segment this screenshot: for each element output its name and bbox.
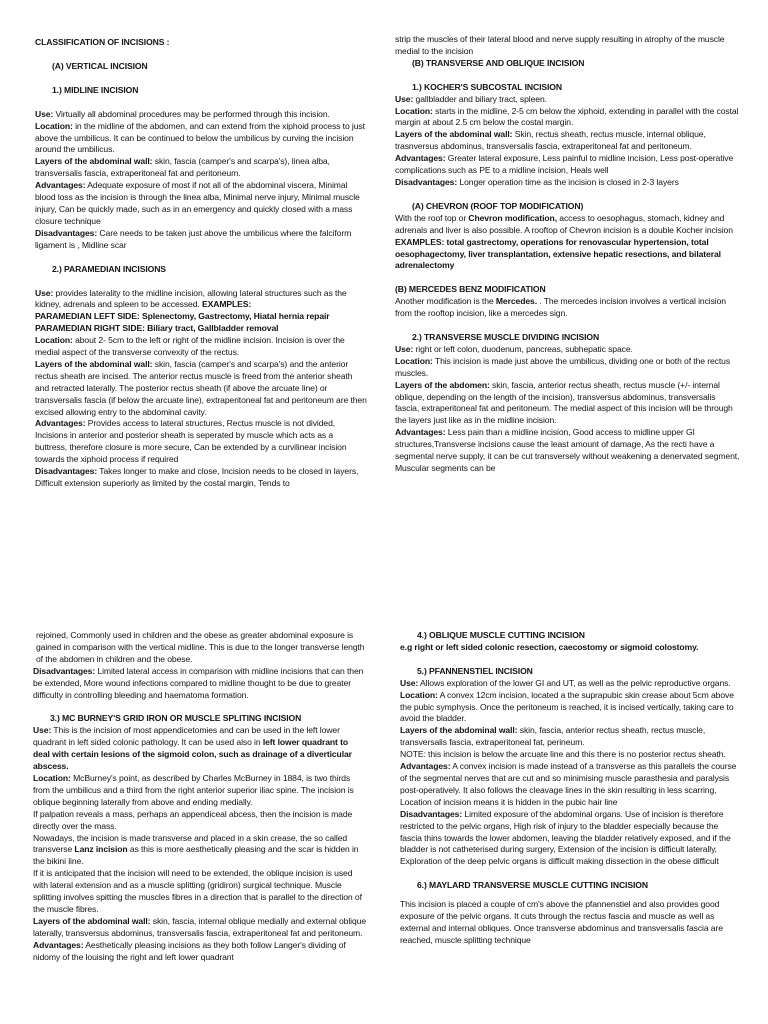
paramedian-layers: Layers of the abdominal wall: skin, fascia (camper's and scarpa's) and the anterior rectus sheath are incised. The anterior rectus muscle is freed from the anterior sheath and retracted laterally. The posterior rectus sheath (if above the arcuate line) or transversalis fascia (if below the arcuate line), extraperitoneal fat and peritoneum are then excised allowing entry to the abdominal cavity. bbox=[35, 358, 367, 417]
kocher-advantages: Advantages: Greater lateral exposure, Less painful to midline incision, Less post-operative complications such as PE to a midline incision, Heals well bbox=[395, 153, 734, 176]
section-heading-transverse: (B) TRANSVERSE AND OBLIQUE INCISION bbox=[412, 57, 585, 68]
pfannenstiel-disadvantages: Disadvantages: Limited exposure of the abdominal organs. Use of incision is therefore restricted to the pelvic organs, High risk of injury to the bladder especially because the fascia thins towards the lower abdomen, leaving the bladder relatively exposed, and if the bladder is not catheterised during surgery, Extension of the incision is difficult laterally, Exploration of the deep pelvic organs is difficult making dissection in the obese difficult bbox=[400, 808, 731, 867]
mcburney-palpation: If palpation reveals a mass, perhaps an appendiceal abcess, then the incision is made directly over the mass. bbox=[33, 808, 353, 831]
transverse-dividing-layers: Layers of the abdomen: skin, fascia, anterior rectus sheath, rectus muscle (+/- internal oblique, depending on the length of the incision), transversus abdominus, transversalis fascia, extraperitoneal fat and peritoneum. The medial aspect of this incision will be through the layers just like as in the midline incision. bbox=[395, 379, 733, 426]
kocher-location: Location: starts in the midline, 2-5 cm below the xiphoid, extending in parallel with the costal margin at about 2.5 cm below the costal margin. bbox=[395, 105, 739, 128]
kocher-heading: 1.) KOCHER'S SUBCOSTAL INCISION bbox=[412, 81, 562, 92]
oblique-heading: 4.) OBLIQUE MUSCLE CUTTING INCISION bbox=[417, 630, 585, 640]
mcburney-extension: If it is anticipated that the incision will need to be extended, the oblique incision is used with lateral extension and as a muscle splitting (gridiron) surgical technique. Muscle splitting involves spitting the muscles fibres in a direction that is parallel to the direction of the muscle fibres. bbox=[33, 868, 362, 914]
pfannenstiel-location: Location: A convex 12cm incision, located a the suprapubic skin crease about 5cm above the pubic symphysis. Once the peritoneum is reached, it is incised vertically, taking care to avoid the bladder. bbox=[400, 689, 734, 724]
mcburney-layers: Layers of the abdominal wall: skin, fascia, internal oblique medially and external oblique laterally, transversus abdominus, transversalis fascia, extraperitoneal fat and peritoneum. bbox=[33, 915, 367, 938]
chevron-text: With the roof top or Chevron modification, access to oesophagus, stomach, kidney and adrenals and liver is also possible. A rooftop of Chevron incision is a double Kocher incision bbox=[395, 212, 733, 235]
midline-use: Use: Virtually all abdominal procedures may be performed through this incision. bbox=[35, 108, 330, 119]
transverse-dividing-disadvantages: Disadvantages: Limited lateral access in comparison with midline incisions that can then be extended, More wound infections compared to midline thought to be due to greater difficulty in controlling bleeding and haematoma formation. bbox=[33, 665, 364, 700]
oblique-text: e.g right or left sided colonic resection, caecostomy or sigmoid colostomy. bbox=[400, 641, 699, 652]
pfannenstiel-heading: 5.) PFANNENSTIEL INCISION bbox=[417, 665, 533, 676]
pfannenstiel-advantages: Advantages: A convex incision is made instead of a transverse as this parallels the course of the segmental nerves that are cut and so minimising muscle parasthesia and paralysis post-operatively. It also follows the cleavage lines in the skin resulting in less scarring, Location of incision means it is hidden in the pubic hair line bbox=[400, 761, 737, 807]
document-title: CLASSIFICATION OF INCISIONS : bbox=[35, 37, 170, 47]
page-top-left-column bbox=[35, 37, 367, 559]
page-top-right-column bbox=[395, 34, 740, 556]
page-bottom-right-column bbox=[400, 630, 740, 1024]
pfannenstiel-layers: Layers of the abdominal wall: skin, fascia, anterior rectus sheath, rectus muscle, transversalis fascia, extraperitoneal fat, perineum. bbox=[400, 725, 706, 748]
midline-layers: Layers of the abdominal wall: skin, fascia (camper's and scarpa's), linea alba, transversalis fascia, extraperitoneal fat and peritoneum. bbox=[35, 156, 330, 179]
paramedian-heading: 2.) PARAMEDIAN INCISIONS bbox=[52, 263, 166, 274]
paramedian-left-side: PARAMEDIAN LEFT SIDE: Splenectomy, Gastrectomy, Hiatal hernia repair bbox=[35, 311, 330, 322]
transverse-dividing-location: Location: This incision is made just above the umbilicus, dividing one or both of the rectus muscles. bbox=[395, 355, 731, 378]
kocher-layers: Layers of the abdominal wall: Skin, rectus sheath, rectus muscle, internal oblique, trasnversus abdominus, transversalis fascia, extraperitoneal fat and peritoneum. bbox=[395, 129, 706, 152]
mcburney-use: Use: This is the incision of most appendicetomies and can be used in the left lower quadrant in left sided colonic pathology. It can be used also in left lower quadrant to deal with certain lesions of the sigmoid colon, such as drainage of a diverticular abscess. bbox=[33, 725, 352, 772]
midline-location: Location: in the midline of the abdomen, and can extend from the xiphoid process to just above the umbilicus. It can be continued to below the umbilicus by curving the incision around the umbilicus. bbox=[35, 120, 365, 155]
section-heading-vertical: (A) VERTICAL INCISION bbox=[52, 60, 148, 71]
page-bottom-left-column bbox=[33, 630, 367, 1024]
mcburney-advantages: Advantages: Aesthetically pleasing incisions as they both follow Langer's dividing of nidomy of the louising the right and left lower quadrant bbox=[33, 939, 346, 962]
midline-disadvantages: Disadvantages: Care needs to be taken just above the umbilicus where the falciform ligament is , Midline scar bbox=[35, 227, 352, 250]
paramedian-disadvantages: Disadvantages: Takes longer to make and close, Incision needs to be closed in layers, Difficult extension superiorly as limited by the costal margin, Tends to bbox=[35, 466, 359, 488]
transverse-dividing-advantages: Advantages: Less pain than a midline incision, Good access to midline upper GI structures,Transverse incisions cause the least amount of damage, As the recti have a segmental nerve supply, it can be cut transversely without weakening a denervated segment, Muscular segments can be bbox=[395, 427, 740, 473]
transverse-dividing-use: Use: right or left colon, duodenum, pancreas, subhepatic space. bbox=[395, 343, 633, 354]
continued-text: strip the muscles of their lateral blood and nerve supply resulting in atrophy of the muscle medial to the incision bbox=[395, 34, 725, 56]
chevron-heading: (A) CHEVRON (ROOF TOP MODIFICATION) bbox=[412, 200, 584, 211]
mercedes-text: Another modification is the Mercedes. . The mercedes incision involves a vertical incision from the rooftop incision, like a mercedes sign. bbox=[395, 296, 726, 319]
paramedian-advantages: Advantages: Provides access to lateral structures, Rectus muscle is not divided, Incisions in anterior and posterior sheath is seperated by muscle which acts as a buttress, therefore closure is more secure, Can be extended by a curvilinear incision towards the xiphoid process if required bbox=[35, 418, 347, 465]
mercedes-heading: (B) MERCEDES BENZ MODIFICATION bbox=[395, 284, 546, 295]
paramedian-location: Location: about 2- 5cm to the left or right of the midline incision. Incision is over the medial aspect of the transverse convexity of the rectus. bbox=[35, 335, 345, 358]
transverse-dividing-heading: 2.) TRANSVERSE MUSCLE DIVIDING INCISION bbox=[412, 332, 600, 343]
kocher-use: Use: gallbladder and biliary tract, spleen. bbox=[395, 93, 547, 104]
continued-text-bottom: rejoined, Commonly used in children and the obese as greater abdominal exposure is gained in comparison with the vertical midline. This is due to the longer transverse length of the abdomen in children and the obese. bbox=[36, 630, 365, 664]
chevron-examples: EXAMPLES: total gastrectomy, operations for renovascular hypertension, total oesophagectomy, liver transplantation, extensive hepatic resections, and bilateral adrenalectomy bbox=[395, 236, 721, 271]
mcburney-heading: 3.) MC BURNEY'S GRID IRON OR MUSCLE SPLITING INCISION bbox=[50, 713, 302, 724]
page-break bbox=[0, 600, 768, 601]
paramedian-right-side: PARAMEDIAN RIGHT SIDE: Biliary tract, Gallbladder removal bbox=[35, 323, 279, 334]
maylard-heading: 6.) MAYLARD TRANSVERSE MUSCLE CUTTING INCISION bbox=[417, 880, 648, 891]
paramedian-use: Use: provides laterality to the midline incision, allowing lateral structures such as the kidney, adrenals and spleen to be accessed. EXAMPLES: bbox=[35, 287, 347, 310]
pfannenstiel-use: Use: Allows exploration of the lower GI and UT, as well as the pelvic reproductive organs. bbox=[400, 677, 731, 688]
midline-heading: 1.) MIDLINE INCISION bbox=[52, 84, 139, 95]
midline-advantages: Advantages: Adequate exposure of most if not all of the abdominal viscera, Minimal blood loss as the incision is through the linea alba, Minimal nerve injury, Minimal muscle injury, Can be quickly made, such as in an emergency and quickly closed with a mass closure technique bbox=[35, 180, 360, 226]
maylard-text: This incision is placed a couple of cm's above the pfannenstiel and also provides good exposure of the pelvic organs. It cuts through the rectus fascia and muscle as well as external and internal obliques. Once transverse abdominus and transversalis fascia are reached, muscle splitting technique bbox=[400, 899, 723, 945]
mcburney-location: Location: McBurney's point, as described by Charles McBurney in 1884, is two thirds from the umbilicus and a third from the right anterior superior iliac spine. The incision is oblique beginning laterally from above and ending medially. bbox=[33, 772, 354, 807]
pfannenstiel-note: NOTE: this incision is below the arcuate line and this there is no posterior rectus sheath. bbox=[400, 749, 726, 760]
kocher-disadvantages: Disadvantages: Longer operation time as the incision is closed in 2-3 layers bbox=[395, 176, 679, 187]
mcburney-lanz: Nowadays, the incision is made transverse and placed in a skin crease, the so called transverse Lanz incision as this is more aesthetically pleasing and the scar is hidden in the bikini line. bbox=[33, 832, 359, 867]
